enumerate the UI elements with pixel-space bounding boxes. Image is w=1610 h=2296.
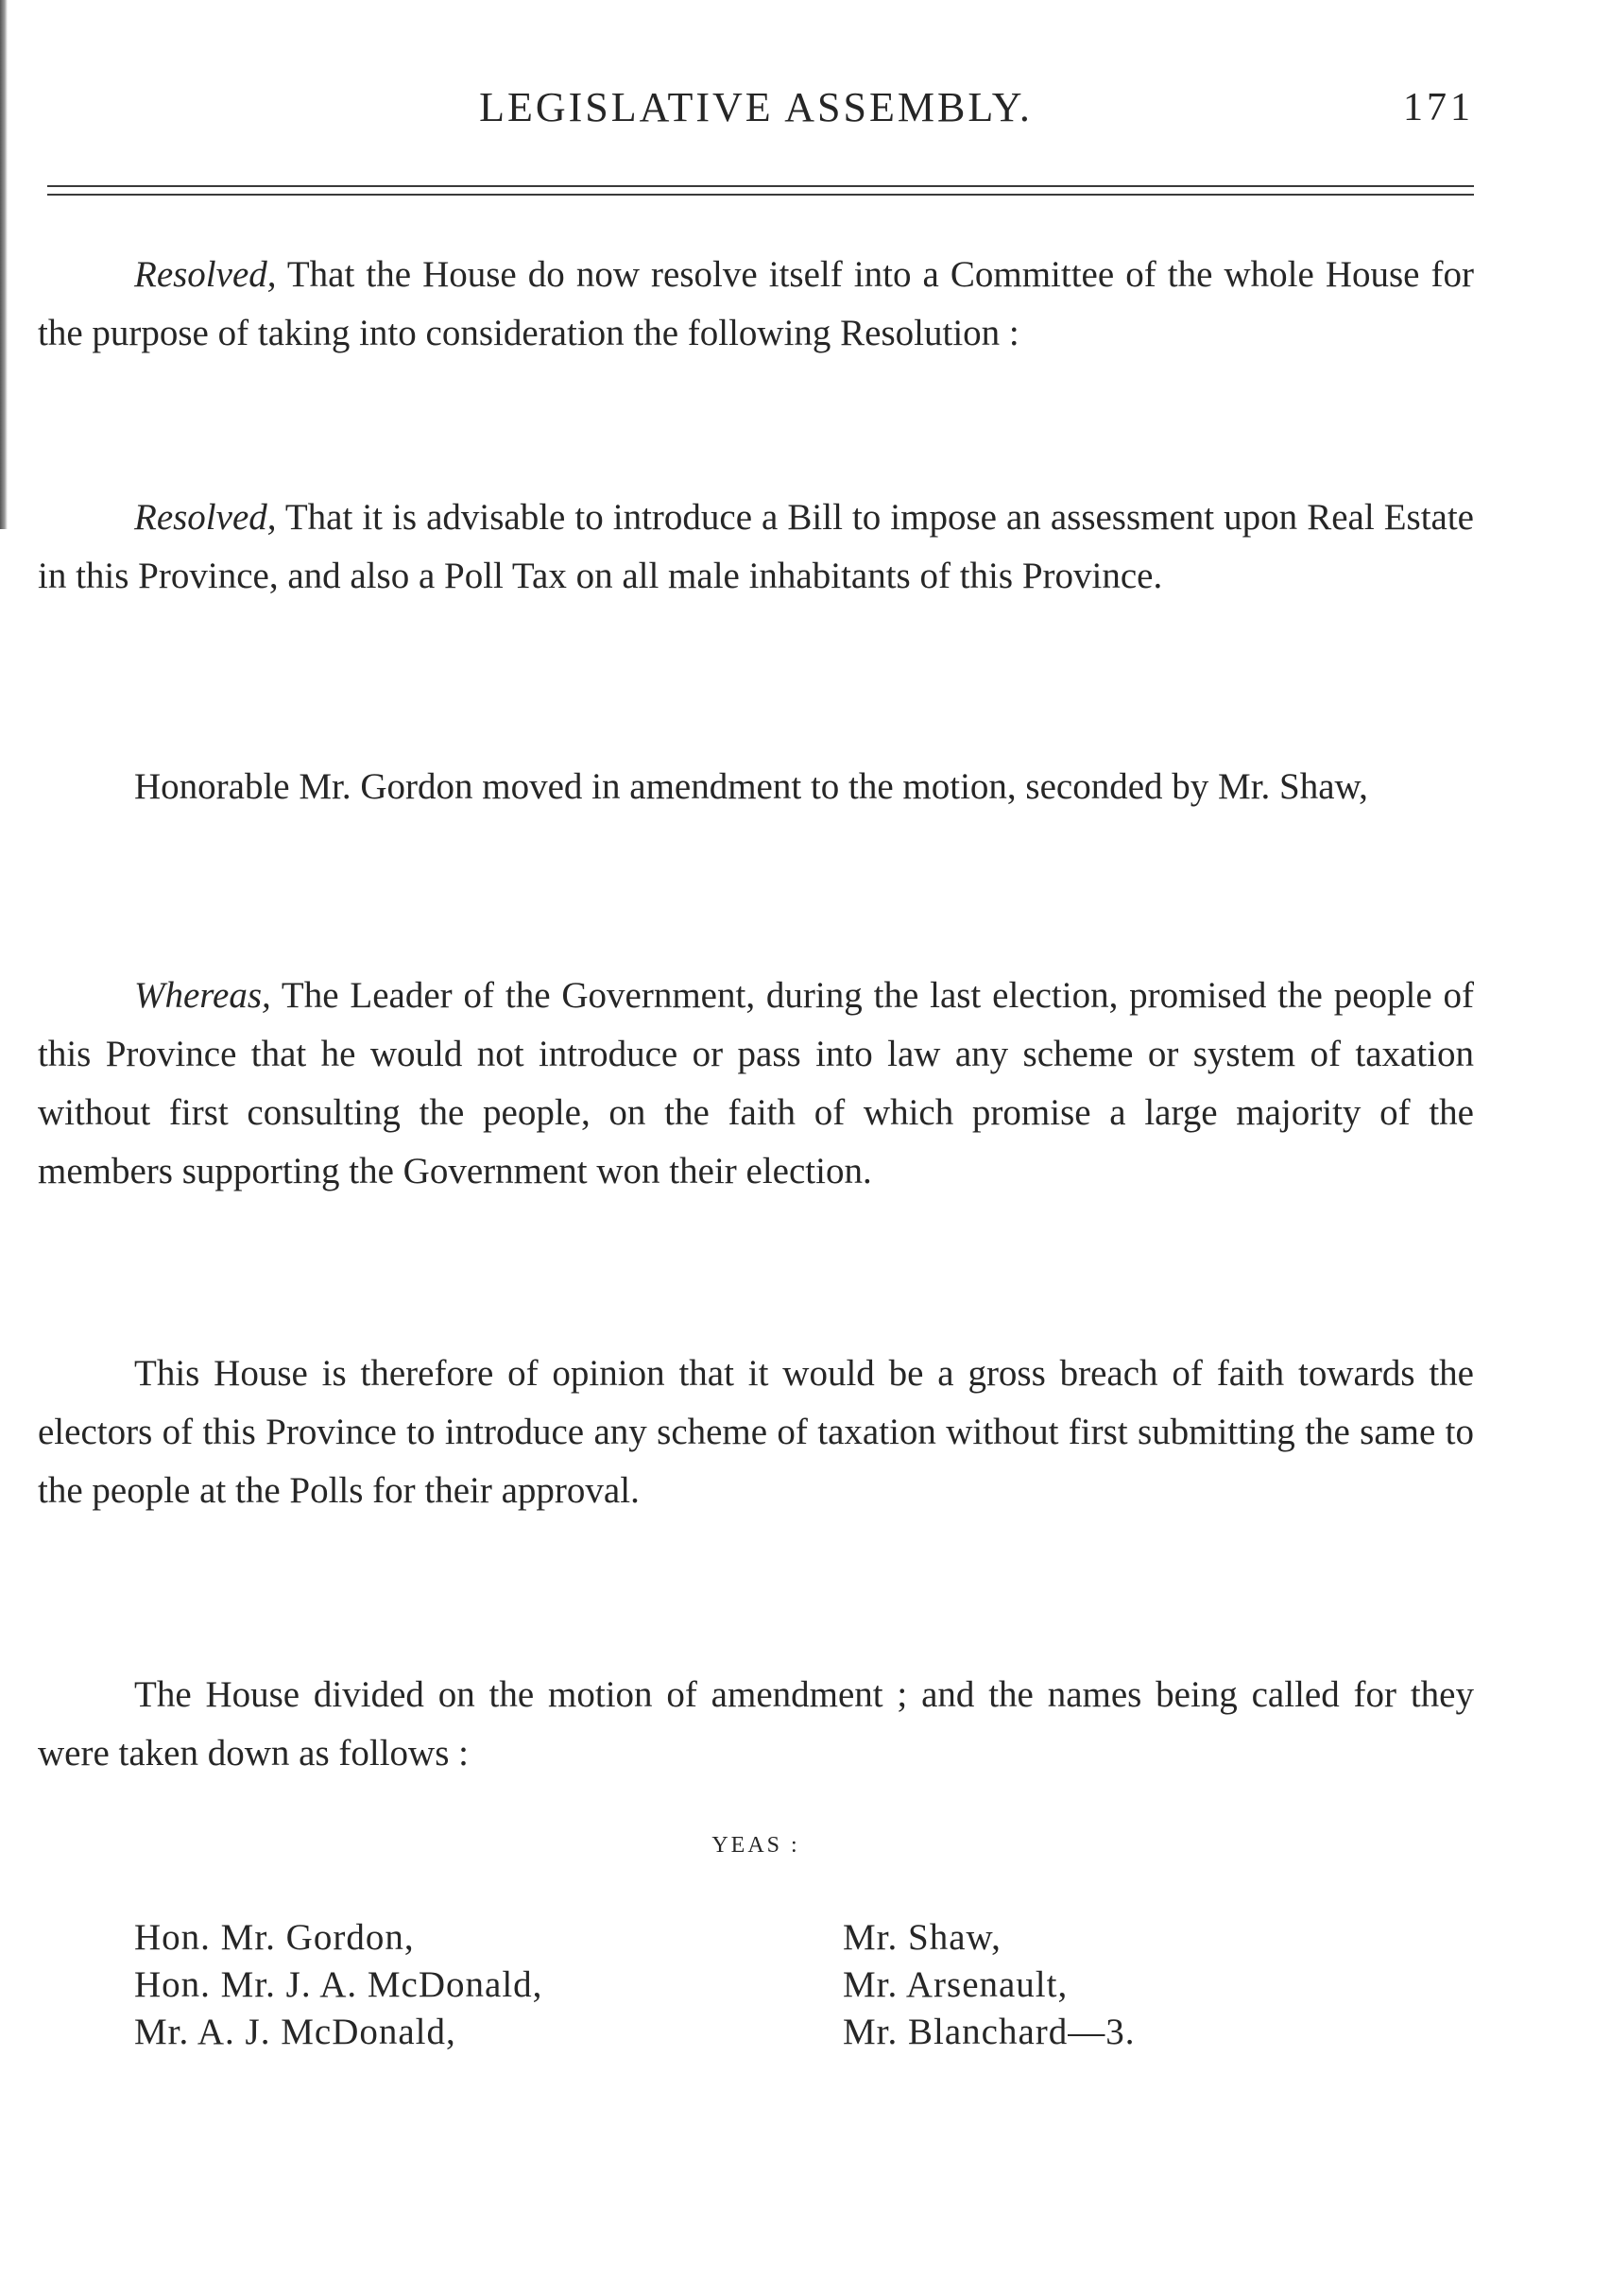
yeas-heading: YEAS : xyxy=(711,1833,800,1858)
yeas-list-right xyxy=(843,1914,1136,2056)
running-title: LEGISLATIVE ASSEMBLY. xyxy=(479,84,1033,130)
header-rule-top xyxy=(47,185,1474,187)
paragraph-text: That it is advisable to introduce a Bill to impose an assessment upon Real Estate in this Province, and also a Poll Tax on all male inhabitants of this Province. xyxy=(38,497,1474,596)
member-name: Mr. Blanchard—3. xyxy=(843,2012,1136,2052)
binding-edge-shadow xyxy=(0,0,8,529)
paragraph-lead: Resolved, xyxy=(134,254,277,295)
paragraph-whereas xyxy=(38,967,1474,1201)
header-rule-bottom xyxy=(47,194,1474,196)
paragraph-text: This House is therefore of opinion that it would be a gross breach of faith towards the electors of this Province to introduce any scheme of taxation without first submitting the same to the people at the Polls for their approval. xyxy=(38,1353,1474,1511)
page-number: 171 xyxy=(1403,86,1474,129)
paragraph-text: The House divided on the motion of amendment ; and the names being called for they were taken down as follows : xyxy=(38,1674,1474,1773)
paragraph-lead: Whereas, xyxy=(134,975,271,1016)
member-name: Hon. Mr. J. A. McDonald, xyxy=(134,1964,543,2005)
paragraph-text: That the House do now resolve itself into a Committee of the whole House for the purpose of taking into consideration the following Resolution : xyxy=(38,254,1474,353)
yeas-list-left xyxy=(134,1914,542,2056)
member-name: Mr. Arsenault, xyxy=(843,1964,1069,2005)
member-name: Mr. Shaw, xyxy=(843,1917,1002,1958)
running-head xyxy=(38,79,1474,136)
member-name: Hon. Mr. Gordon, xyxy=(134,1917,415,1958)
paragraph-text: Honorable Mr. Gordon moved in amendment to the motion, seconded by Mr. Shaw, xyxy=(134,766,1368,807)
paragraph-division xyxy=(38,1666,1474,1783)
paragraph-resolved-bill xyxy=(38,488,1474,606)
paragraph-resolved-committee xyxy=(38,246,1474,363)
paragraph-opinion xyxy=(38,1345,1474,1520)
paragraph-lead: Resolved, xyxy=(134,497,277,538)
paragraph-text: The Leader of the Government, during the last election, promised the people of this Province that he would not introduce or pass into law any scheme or system of taxation without first consulting the people, on the faith of which promise a large majority of the members supporting the Government won their election. xyxy=(38,975,1474,1191)
paragraph-amendment-motion xyxy=(38,758,1474,816)
member-name: Mr. A. J. McDonald, xyxy=(134,2012,456,2052)
